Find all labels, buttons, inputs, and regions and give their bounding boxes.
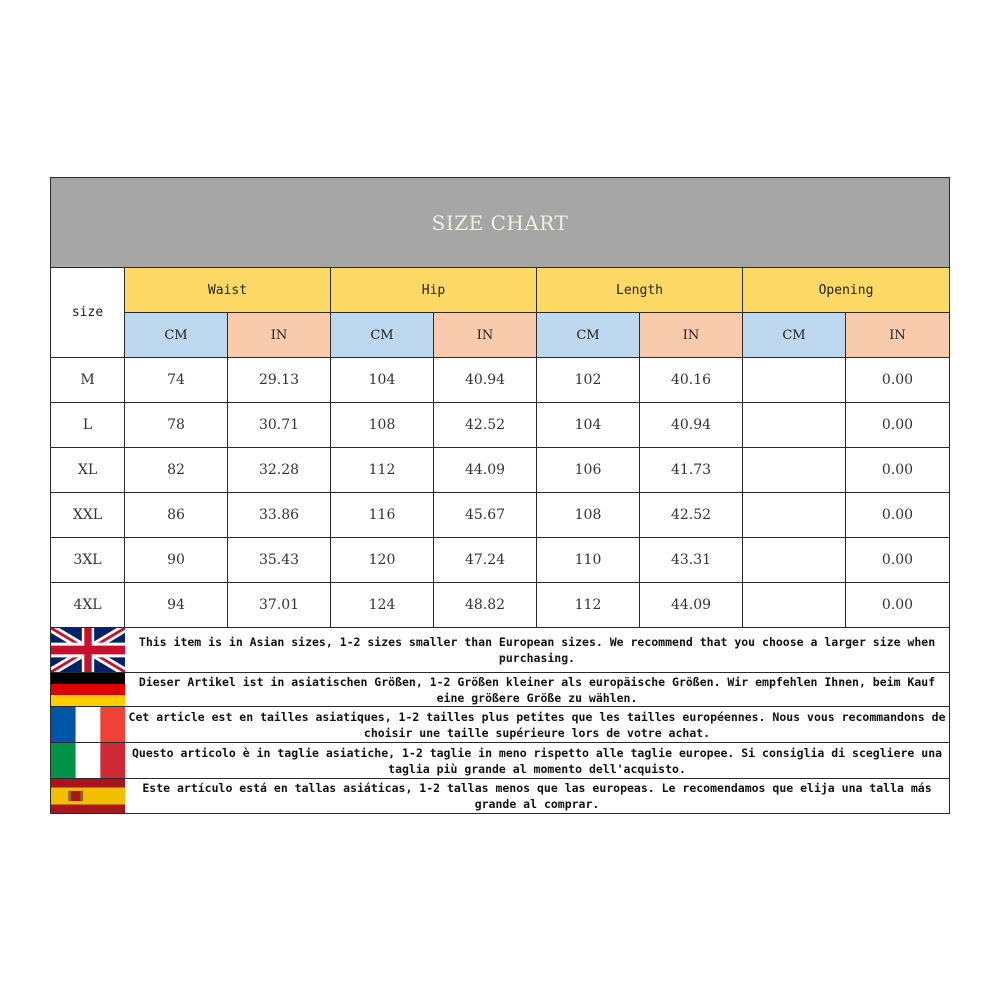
waist-in-cell: 32.28 [228,448,331,493]
table-row [51,448,950,493]
hip-cm-cell: 120 [331,538,434,583]
italy-flag-icon [51,743,125,779]
table-row [51,493,950,538]
hip-in-cell: 40.94 [434,358,537,403]
opening-cm-cell [743,493,846,538]
opening-in-cell: 0.00 [846,538,950,583]
size-cell: XL [51,448,125,493]
table-row [51,358,950,403]
chart-title: SIZE CHART [51,178,950,268]
length-in-cell: 43.31 [640,538,743,583]
hip-in-cell: 48.82 [434,583,537,628]
france-flag-icon [51,707,125,743]
waist-cm-header: CM [125,313,228,358]
table-row [51,538,950,583]
opening-header: Opening [743,268,950,313]
length-in-cell: 44.09 [640,583,743,628]
note-row-spanish [51,779,950,814]
note-row-french [51,707,950,743]
note-row-german [51,673,950,707]
opening-cm-cell [743,538,846,583]
spain-flag-icon [51,779,125,814]
note-german: Dieser Artikel ist in asiatischen Größen, 1-2 Größen kleiner als europäische Größen. Wir empfehlen Ihnen, beim Kauf eine größere Größe zu wählen. [125,673,950,707]
waist-in-cell: 35.43 [228,538,331,583]
opening-in-header: IN [846,313,950,358]
waist-in-header: IN [228,313,331,358]
length-cm-cell: 112 [537,583,640,628]
waist-in-cell: 29.13 [228,358,331,403]
hip-in-cell: 44.09 [434,448,537,493]
opening-cm-cell [743,583,846,628]
hip-cm-header: CM [331,313,434,358]
note-row-italian [51,743,950,779]
hip-in-cell: 47.24 [434,538,537,583]
size-cell: XXL [51,493,125,538]
waist-cm-cell: 86 [125,493,228,538]
hip-in-cell: 45.67 [434,493,537,538]
opening-cm-cell [743,358,846,403]
opening-in-cell: 0.00 [846,358,950,403]
length-in-cell: 40.94 [640,403,743,448]
opening-in-cell: 0.00 [846,403,950,448]
length-cm-cell: 104 [537,403,640,448]
opening-cm-cell [743,403,846,448]
uk-flag-icon [51,628,125,673]
length-cm-header: CM [537,313,640,358]
waist-cm-cell: 90 [125,538,228,583]
hip-cm-cell: 116 [331,493,434,538]
note-french: Cet article est en tailles asiatiques, 1-2 tailles plus petites que les tailles européennes. Nous vous recommandons de choisir une taille supérieure lors de votre achat. [125,707,950,743]
size-column-header: size [51,268,125,358]
waist-cm-cell: 78 [125,403,228,448]
length-cm-cell: 108 [537,493,640,538]
waist-in-cell: 37.01 [228,583,331,628]
length-in-cell: 42.52 [640,493,743,538]
note-english: This item is in Asian sizes, 1-2 sizes smaller than European sizes. We recommend that you choose a larger size when purchasing. [125,628,950,673]
waist-cm-cell: 82 [125,448,228,493]
table-row [51,583,950,628]
size-chart-table [50,177,950,814]
hip-header: Hip [331,268,537,313]
opening-in-cell: 0.00 [846,493,950,538]
size-cell: 3XL [51,538,125,583]
hip-in-header: IN [434,313,537,358]
size-cell: 4XL [51,583,125,628]
opening-cm-header: CM [743,313,846,358]
length-in-header: IN [640,313,743,358]
size-cell: L [51,403,125,448]
hip-cm-cell: 108 [331,403,434,448]
hip-in-cell: 42.52 [434,403,537,448]
note-row-english [51,628,950,673]
hip-cm-cell: 104 [331,358,434,403]
hip-cm-cell: 112 [331,448,434,493]
waist-in-cell: 30.71 [228,403,331,448]
waist-cm-cell: 74 [125,358,228,403]
note-italian: Questo articolo è in taglie asiatiche, 1-2 taglie in meno rispetto alle taglie europee. Si consiglia di scegliere una taglia più grande al momento dell'acquisto. [125,743,950,779]
waist-cm-cell: 94 [125,583,228,628]
length-cm-cell: 106 [537,448,640,493]
opening-in-cell: 0.00 [846,583,950,628]
length-in-cell: 41.73 [640,448,743,493]
opening-cm-cell [743,448,846,493]
germany-flag-icon [51,673,125,707]
table-row [51,403,950,448]
opening-in-cell: 0.00 [846,448,950,493]
length-cm-cell: 110 [537,538,640,583]
length-in-cell: 40.16 [640,358,743,403]
note-spanish: Este artículo está en tallas asiáticas, 1-2 tallas menos que las europeas. Le recomendamos que elija una talla más grande al comprar. [125,779,950,814]
waist-in-cell: 33.86 [228,493,331,538]
hip-cm-cell: 124 [331,583,434,628]
waist-header: Waist [125,268,331,313]
size-cell: M [51,358,125,403]
length-header: Length [537,268,743,313]
length-cm-cell: 102 [537,358,640,403]
